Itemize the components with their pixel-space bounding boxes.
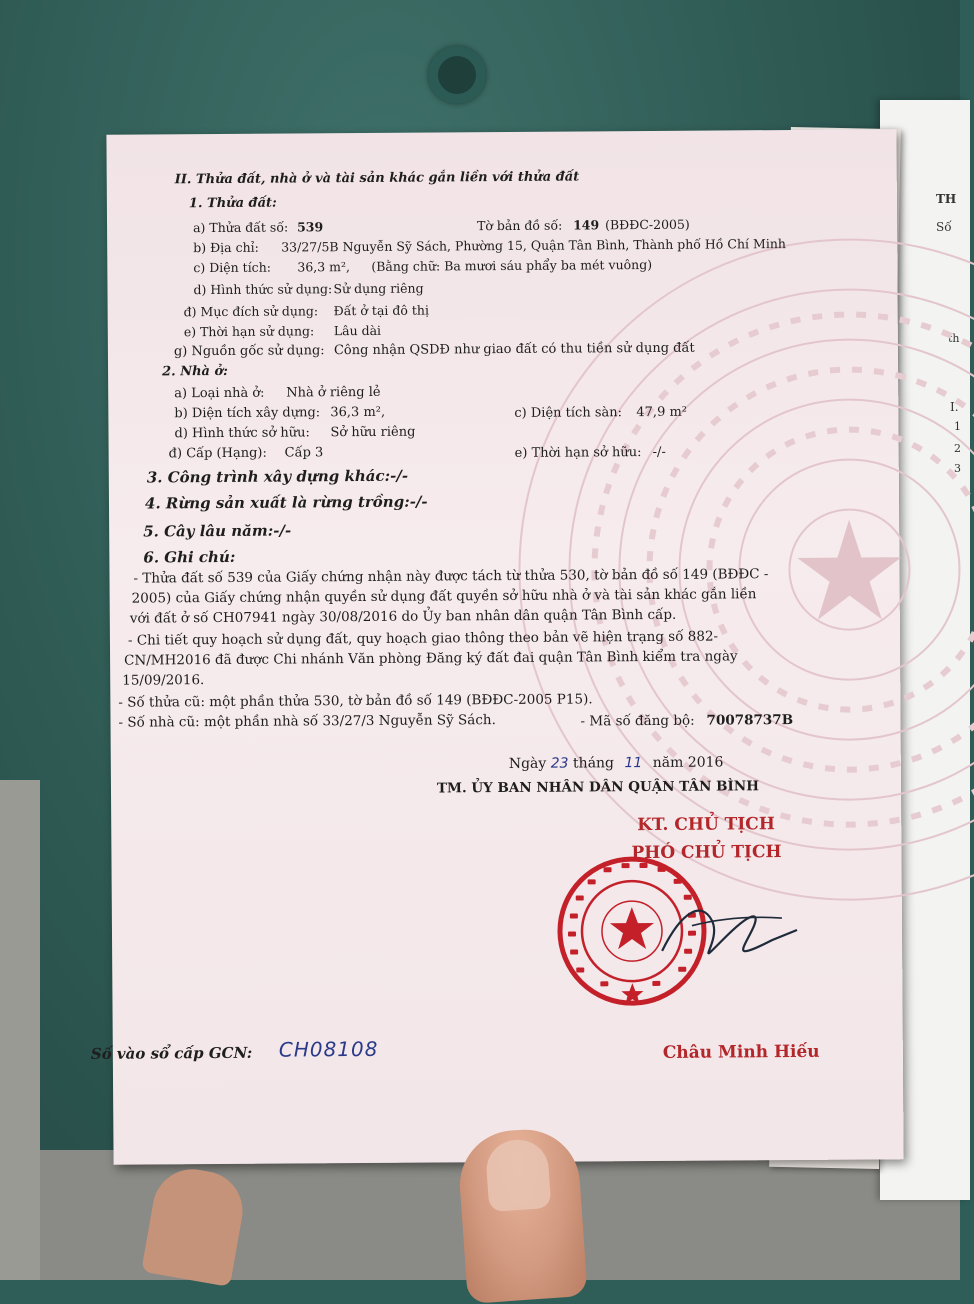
note-line: - Số thửa cũ: một phần thửa 530, tờ bản đồ số 149 (BĐĐC-2005 P15).: [118, 691, 593, 711]
right-sheet-fragment: TH: [936, 192, 957, 206]
right-sheet-fragment: 3: [954, 462, 961, 475]
date-year: năm 2016: [652, 754, 724, 771]
forest: 4. Rừng sản xuất là rừng trồng:-/-: [144, 492, 428, 513]
section-title: II. Thửa đất, nhà ở và tài sản khác gắn liền với thửa đất: [174, 169, 580, 188]
address-value: 33/27/5B Nguyễn Sỹ Sách, Phường 15, Quận Tân Bình, Thành phố Hồ Chí Minh: [281, 236, 786, 255]
ownership-value: Sở hữu riêng: [330, 424, 416, 441]
signature-icon: [652, 890, 803, 981]
term-label: e) Thời hạn sử dụng:: [183, 323, 315, 340]
authority: TM. ỦY BAN NHÂN DÂN QUẬN TÂN BÌNH: [436, 778, 759, 797]
signer-title-1: KT. CHỦ TỊCH: [637, 814, 775, 836]
floor-area-value: 47,9 m²: [636, 404, 688, 421]
grade-label: đ) Cấp (Hạng):: [168, 445, 267, 462]
other-construction: 3. Công trình xây dựng khác:-/-: [146, 466, 409, 487]
own-term-label: e) Thời hạn sở hữu:: [514, 445, 642, 461]
ownership-label: d) Hình thức sở hữu:: [174, 425, 310, 442]
right-sheet-fragment: th: [948, 332, 960, 345]
purpose-label: đ) Mục đích sử dụng:: [183, 303, 319, 320]
build-area-label: b) Diện tích xây dựng:: [174, 405, 321, 422]
parcel-label: a) Thửa đất số:: [193, 219, 289, 236]
own-term-value: -/-: [652, 444, 666, 460]
old-house-note: - Số nhà cũ: một phần nhà số 33/27/3 Nguyễn Sỹ Sách.: [118, 712, 496, 731]
address-label: b) Địa chỉ:: [193, 239, 259, 256]
gcn-value: CH08108: [278, 1036, 379, 1062]
map-value: 149: [573, 217, 600, 233]
signer-title-2: PHÓ CHỦ TỊCH: [631, 842, 782, 864]
house-type-label: a) Loại nhà ở:: [174, 385, 265, 402]
right-sheet-fragment: I.: [950, 400, 959, 414]
right-sheet-fragment: 2: [954, 442, 961, 455]
right-sheet-fragment: Số: [936, 220, 952, 234]
date-month-label: tháng: [572, 755, 615, 772]
map-label: Tờ bản đồ số:: [477, 217, 563, 234]
origin-label: g) Nguồn gốc sử dụng:: [173, 343, 325, 360]
floor-area-label: c) Diện tích sàn:: [514, 405, 623, 421]
right-sheet-fragment: 1: [954, 420, 961, 433]
house-type-value: Nhà ở riêng lẻ: [286, 384, 381, 401]
note-line: 2005) của Giấy chứng nhận quyền sử dụng đất quyền sở hữu nhà ở và tài sản khác gắn liền: [131, 586, 757, 607]
term-value: Lâu dài: [333, 322, 382, 339]
area-value: 36,3 m²,: [297, 259, 351, 275]
house-heading: 2. Nhà ở:: [162, 363, 228, 380]
note-line: - Thửa đất số 539 của Giấy chứng nhận này được tách từ thửa 530, tờ bản đồ số 149 (BĐĐC -: [133, 566, 769, 587]
note-line: - Chi tiết quy hoạch sử dụng đất, quy hoạch giao thông theo bản vẽ hiện trạng số 882-: [127, 628, 719, 649]
area-label: c) Diện tích:: [193, 259, 271, 276]
map-note: (BĐĐC-2005): [605, 216, 690, 233]
usage-form-label: d) Hình thức sử dụng:: [193, 281, 333, 298]
folder-snap-button: [428, 46, 486, 104]
reg-code-value: 70078737B: [706, 711, 794, 729]
build-area-value: 36,3 m²,: [330, 404, 386, 421]
area-words: (Bằng chữ: Ba mươi sáu phẩy ba mét vuông): [371, 256, 653, 274]
floor-edge: [0, 780, 40, 1280]
perennial: 5. Cây lâu năm:-/-: [143, 521, 292, 541]
land-heading: 1. Thửa đất:: [188, 195, 277, 212]
purpose-value: Đất ở tại đô thị: [333, 302, 429, 319]
note-line: với đất ở số CH07941 ngày 30/08/2016 do Ủy ban nhân dân quận Tân Bình cấp.: [129, 606, 677, 627]
note-line: CN/MH2016 đã được Chi nhánh Văn phòng Đăng ký đất đai quận Tân Bình kiểm tra ngày: [124, 648, 738, 669]
usage-form-value: Sử dụng riêng: [333, 280, 424, 297]
land-certificate-page: [90, 129, 903, 1164]
parcel-value: 539: [297, 219, 324, 235]
date-prefix: Ngày: [508, 755, 547, 772]
origin-value: Công nhận QSDĐ như giao đất có thu tiền sử dụng đất: [333, 340, 695, 359]
gcn-label: Số vào sổ cấp GCN:: [90, 1043, 253, 1063]
grade-value: Cấp 3: [284, 445, 324, 461]
date-month: 11: [624, 755, 643, 772]
note-line: 15/09/2016.: [122, 672, 205, 689]
signer-name: Châu Minh Hiếu: [662, 1041, 820, 1063]
date-day: 23: [550, 755, 569, 772]
notes-heading: 6. Ghi chú:: [143, 547, 236, 567]
reg-code-label: - Mã số đăng bộ:: [580, 712, 695, 730]
